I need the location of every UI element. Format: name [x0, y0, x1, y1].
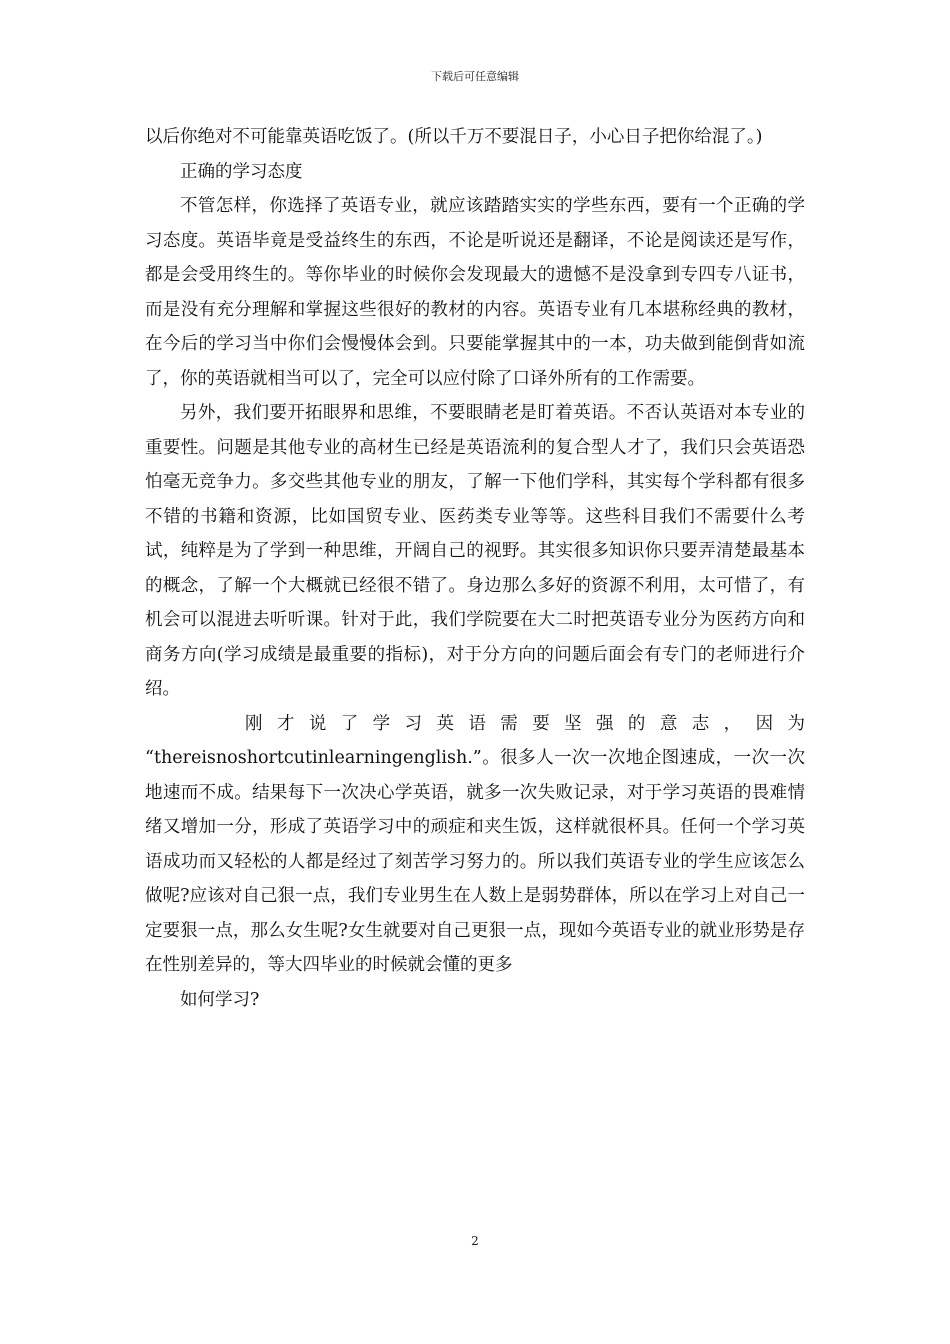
paragraph-broaden-horizons: 另外，我们要开拓眼界和思维，不要眼睛老是盯着英语。不否认英语对本专业的重要性。问题是其他专业的高材生已经是英语流利的复合型人才了，我们只会英语恐怕毫无竞争力。多交些其他专业的朋友，了解一下他们学科，其实每个学科都有很多不错的书籍和资源，比如国贸专业、医药类专业等等。这些科目我们不需要什么考试，纯粹是为了学到一种思维，开阔自己的视野。其实很多知识你只要弄清楚最基本的概念，了解一个大概就已经很不错了。身边那么多好的资源不利用，太可惜了，有机会可以混进去听听课。针对于此，我们学院要在大二时把英语专业分为医药方向和商务方向(学习成绩是最重要的指标)，对于分方向的问题后面会有专门的老师进行介绍。	[145, 403, 805, 699]
page-header: 下载后可任意编辑	[431, 70, 519, 83]
page-number: 2	[471, 1234, 479, 1248]
paragraph-no-shortcut: 刚 才 说 了 学 习 英 语 需 要 坚 强 的 意 志 ， 因 为 “thereisnoshortcutinlearningenglish.”。很多人一次一次地企图速成，一次一次地速而不成。结果每下一次决心学英语，就多一次失败记录，对于学习英语的畏难情绪又增加一分，形成了英语学习中的顽症和夹生饭，这样就很杯具。任何一个学习英语成功而又轻松的人都是经过了刻苦学习努力的。所以我们英语专业的学生应该怎么做呢?应该对自己狠一点，我们专业男生在人数上是弱势群体，所以在学习上对自己一定要狠一点，那么女生呢?女生就要对自己更狠一点，现如今英语专业的就业形势是存在性别差异的，等大四毕业的时候就会懂的更多	[145, 713, 805, 975]
section-heading: 正确的学习态度	[180, 161, 303, 182]
paragraph-learning-attitude: 不管怎样，你选择了英语专业，就应该踏踏实实的学些东西，要有一个正确的学习态度。英语毕竟是受益终生的东西，不论是听说还是翻译，不论是阅读还是写作，都是会受用终生的。等你毕业的时候你会发现最大的遗憾不是没拿到专四专八证书，而是没有充分理解和掌握这些很好的教材的内容。英语专业有几本堪称经典的教材，在今后的学习当中你们会慢慢体会到。只要能掌握其中的一本，功夫做到能倒背如流了，你的英语就相当可以了，完全可以应付除了口译外所有的工作需要。	[145, 196, 805, 389]
document-body	[145, 120, 805, 1017]
section-heading-how-to-learn: 如何学习?	[180, 989, 260, 1010]
paragraph-continuation: 以后你绝对不可能靠英语吃饭了。(所以千万不要混日子，小心日子把你给混了。)	[145, 127, 763, 147]
